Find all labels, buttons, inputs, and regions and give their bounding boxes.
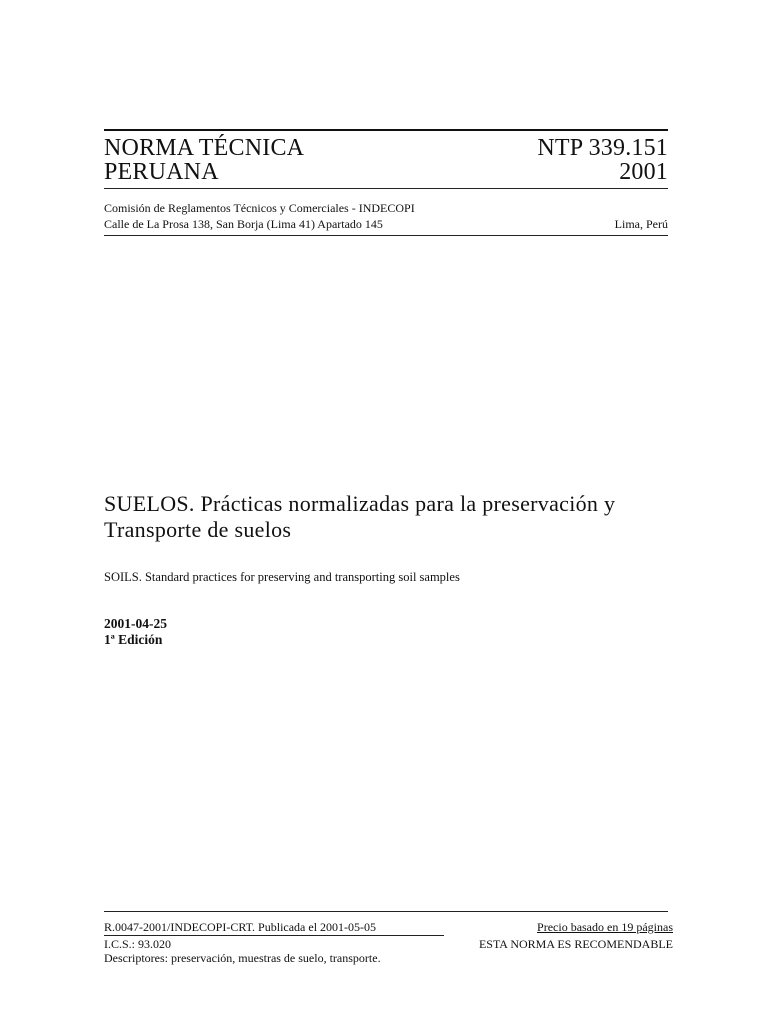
document-date: 2001-04-25 [104, 616, 167, 631]
footer-recommendation: ESTA NORMA ES RECOMENDABLE [478, 937, 673, 951]
norm-code: NTP 339.151 [537, 135, 668, 161]
footer-mid-rule [104, 935, 444, 936]
footer-price: Precio basado en 19 páginas [537, 920, 673, 934]
footer-reference: R.0047-2001/INDECOPI-CRT. Publicada el 2001-05-05 [104, 920, 377, 934]
institution-address: Calle de La Prosa 138, San Borja (Lima 41) Apartado 145 [104, 217, 383, 231]
document-edition: 1ª Edición [104, 632, 163, 647]
footer-descriptors: Descriptores: preservación, muestras de suelo, transporte. [104, 951, 381, 965]
norm-title-line1: NORMA TÉCNICA [104, 135, 305, 161]
institution-rule [104, 235, 668, 236]
document-subtitle-en: SOILS. Standard practices for preserving and transporting soil samples [104, 570, 460, 584]
footer-ics: I.C.S.: 93.020 [104, 937, 172, 951]
norm-year: 2001 [619, 159, 668, 185]
header-rule [104, 188, 668, 189]
footer-top-rule [104, 911, 668, 912]
top-rule [104, 129, 668, 131]
institution-city: Lima, Perú [614, 217, 668, 231]
institution-name: Comisión de Reglamentos Técnicos y Comerciales - INDECOPI [104, 201, 415, 215]
document-title: SUELOS. Prácticas normalizadas para la preservación y Transporte de suelos [104, 491, 616, 542]
norm-title-line2: PERUANA [104, 159, 219, 185]
